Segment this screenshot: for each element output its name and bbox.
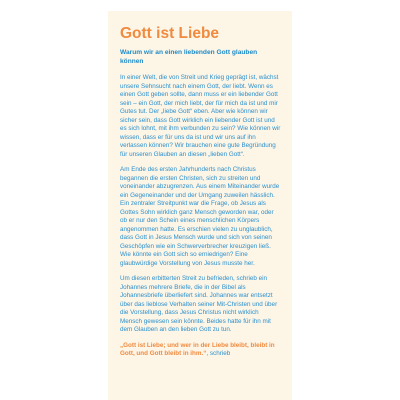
quote-paragraph bbox=[120, 342, 282, 359]
quote-suffix: , schrieb bbox=[206, 350, 231, 358]
page-title: Gott ist Liebe bbox=[120, 25, 220, 42]
bible-quote: „Gott ist Liebe; und wer in der Liebe bleibt, bleibt in Gott, und Gott bleibt in ihm.“ bbox=[120, 341, 275, 358]
document-page bbox=[108, 11, 292, 400]
page-subtitle: Warum wir an einen liebenden Gott glauben können bbox=[120, 49, 258, 65]
paragraph-2: Am Ende des ersten Jahrhunderts nach Christus begannen die ersten Christen, sich zu streiten und voneinander abzugrenzen. Aus einem Miteinander wurde ein Gegeneinander und der Umgang zuweilen hässlich. Ein zentraler Streitpunkt war die Frage, ob Jesus als Gottes Sohn wirklich ganz Mensch geworden war, oder ob er nur den Schein eines menschlichen Körpers angenommen hatte. Es erschien vielen zu unglaublich, dass Gott in Jesus Mensch wurde und sich von seinen Geschöpfen wie ein Schwerverbrecher kreuzigen ließ. Wie könnte ein Gott sich so erniedrigen? Eine glaubwürdige Vorstellung von Jesus musste her. bbox=[120, 166, 280, 267]
paragraph-1: In einer Welt, die von Streit und Krieg geprägt ist, wächst unsere Sehnsucht nach einem Gott, der liebt. Wenn es einen Gott geben sollte, dann muss er ein liebender Gott sein – ein Gott, der mich liebt, der für mich da ist und mir Gutes tut. Der „liebe Gott“ eben. Aber wie können wir sicher sein, dass Gott wirklich ein liebender Gott ist und es sich lohnt, mit ihm verbunden zu sein? Wie können wir wissen, dass er für uns da ist und wir uns auf ihn verlassen können? Wir brauchen eine gute Begründung für unseren Glauben an diesen „lieben Gott“. bbox=[120, 74, 281, 158]
paragraph-3: Um diesen erbitterten Streit zu befrieden, schrieb ein Johannes mehrere Briefe, die in der Bibel als Johannesbriefe überliefert sind. Johannes war entsetzt über das lieblose Verhalten seiner Mit-Christen und über die Vorstellung, dass Jesus Christus nicht wirklich Mensch gewesen sein könnte. Beides hatte für ihn mit dem Glauben an den lieben Gott zu tun. bbox=[120, 275, 278, 334]
